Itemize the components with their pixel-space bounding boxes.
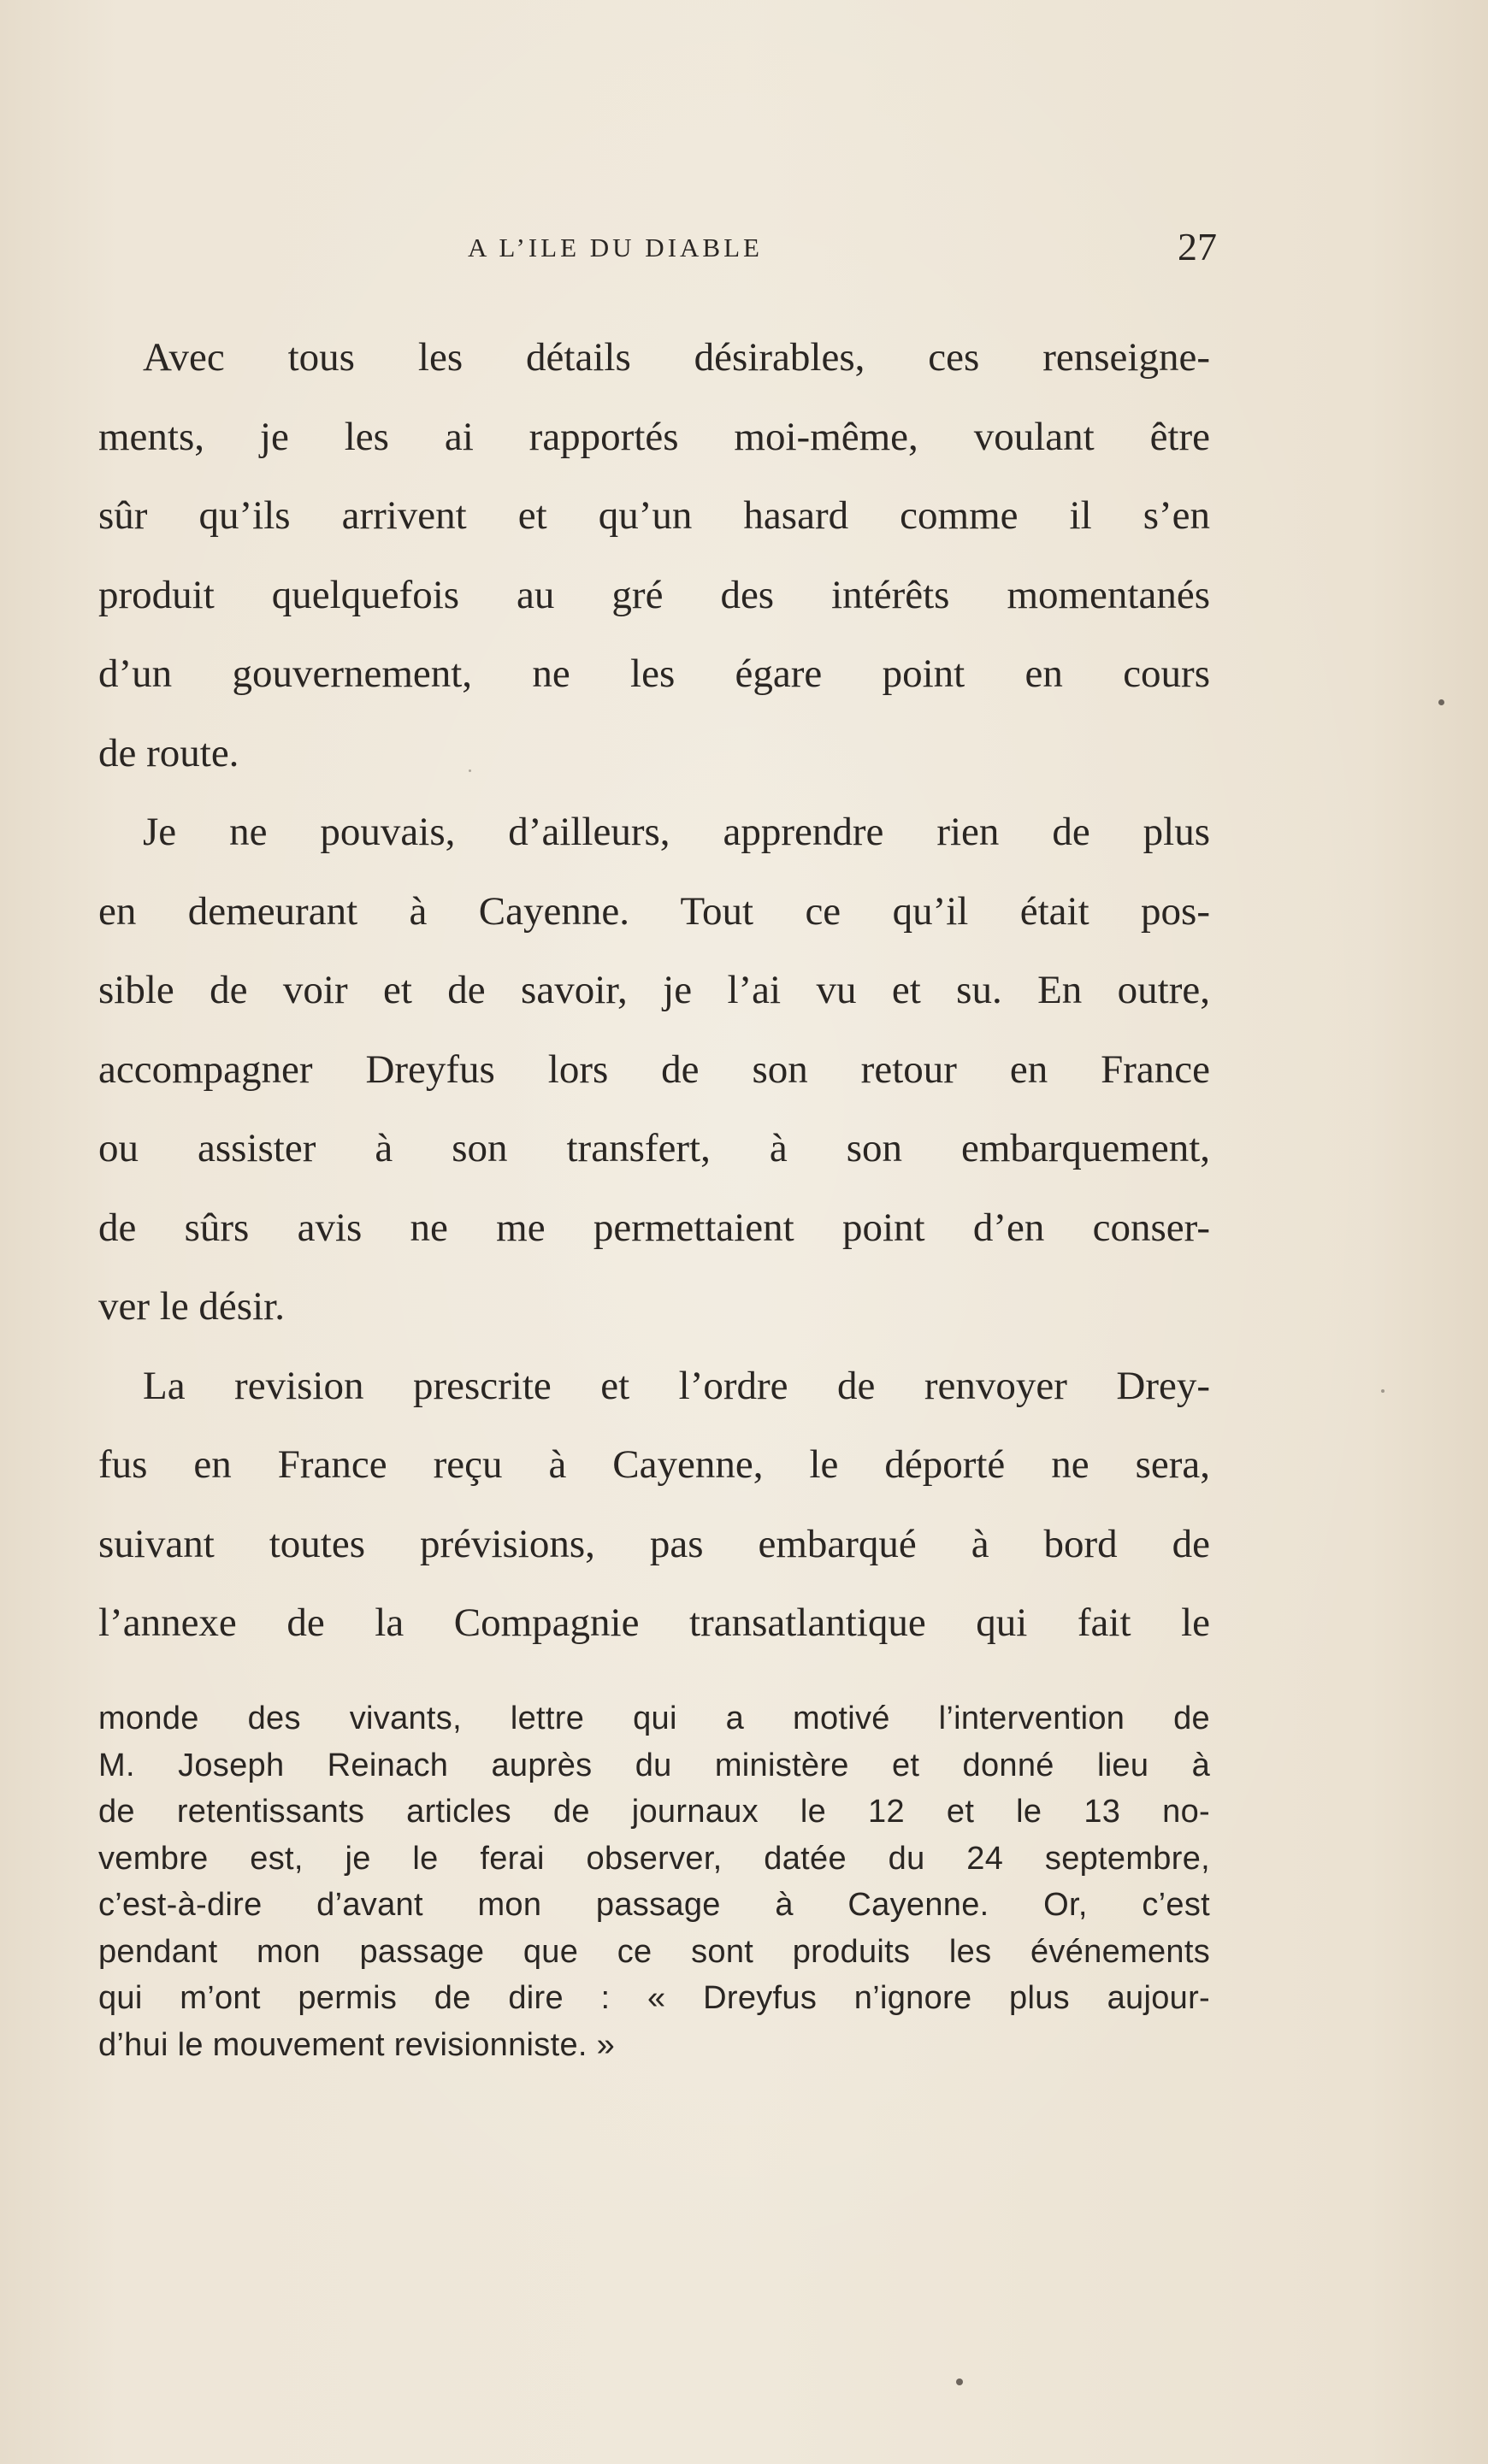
text-line: Avec tous les détails désirables, ces renseigne- bbox=[143, 335, 1210, 380]
text-line: de sûrs avis ne me permettaient point d’en conser- bbox=[98, 1205, 1210, 1250]
text-line: suivant toutes prévisions, pas embarqué à bord de bbox=[98, 1521, 1210, 1566]
paragraph-1 bbox=[98, 318, 1210, 793]
text-line: fus en France reçu à Cayenne, le déporté ne sera, bbox=[98, 1442, 1210, 1487]
text-line: sûr qu’ils arrivent et qu’un hasard comme il s’en bbox=[98, 493, 1210, 538]
text-line: d’un gouvernement, ne les égare point en cours bbox=[98, 651, 1210, 696]
text-line: en demeurant à Cayenne. Tout ce qu’il était pos- bbox=[98, 888, 1210, 934]
paper-speck bbox=[956, 2379, 963, 2385]
text-line: ver le désir. bbox=[98, 1284, 285, 1329]
text-line: de route. bbox=[98, 730, 239, 775]
paper-speck bbox=[1438, 699, 1444, 705]
footnote-line: qui m’ont permis de dire : « Dreyfus n’ignore plus aujour- bbox=[98, 1980, 1210, 2016]
paper-speck bbox=[1381, 1389, 1385, 1393]
text-line: produit quelquefois au gré des intérêts momentanés bbox=[98, 572, 1210, 617]
footnote-line: M. Joseph Reinach auprès du ministère et donné lieu à bbox=[98, 1747, 1210, 1783]
page-header bbox=[98, 224, 1217, 275]
text-line: ments, je les ai rapportés moi-même, voulant être bbox=[98, 414, 1210, 459]
running-title: A L’ILE DU DIABLE bbox=[468, 233, 763, 262]
footnote-line: pendant mon passage que ce sont produits les événements bbox=[98, 1933, 1210, 1970]
text-line: La revision prescrite et l’ordre de renvoyer Drey- bbox=[143, 1363, 1210, 1408]
footnote bbox=[98, 1695, 1210, 2068]
text-line: ou assister à son transfert, à son embarquement, bbox=[98, 1126, 1210, 1170]
footnote-line: c’est-à-dire d’avant mon passage à Cayenne. Or, c’est bbox=[98, 1887, 1210, 1923]
paper-speck bbox=[469, 769, 471, 772]
paragraph-3 bbox=[98, 1347, 1210, 1663]
text-line: Je ne pouvais, d’ailleurs, apprendre rien de plus bbox=[143, 810, 1210, 854]
page-number: 27 bbox=[1178, 225, 1217, 268]
paragraph-2 bbox=[98, 793, 1210, 1347]
footnote-line: vembre est, je le ferai observer, datée du 24 septembre, bbox=[98, 1840, 1210, 1877]
footnote-line: monde des vivants, lettre qui a motivé l’intervention de bbox=[98, 1701, 1210, 1736]
text-line: sible de voir et de savoir, je l’ai vu et su. En outre, bbox=[98, 968, 1210, 1012]
footnote-line: d’hui le mouvement revisionniste. » bbox=[98, 2026, 616, 2063]
text-line: l’annexe de la Compagnie transatlantique qui fait le bbox=[98, 1600, 1210, 1645]
text-line: accompagner Dreyfus lors de son retour en France bbox=[98, 1046, 1210, 1092]
footnote-line: de retentissants articles de journaux le 12 et le 13 no- bbox=[98, 1794, 1210, 1830]
main-text bbox=[98, 318, 1210, 1663]
